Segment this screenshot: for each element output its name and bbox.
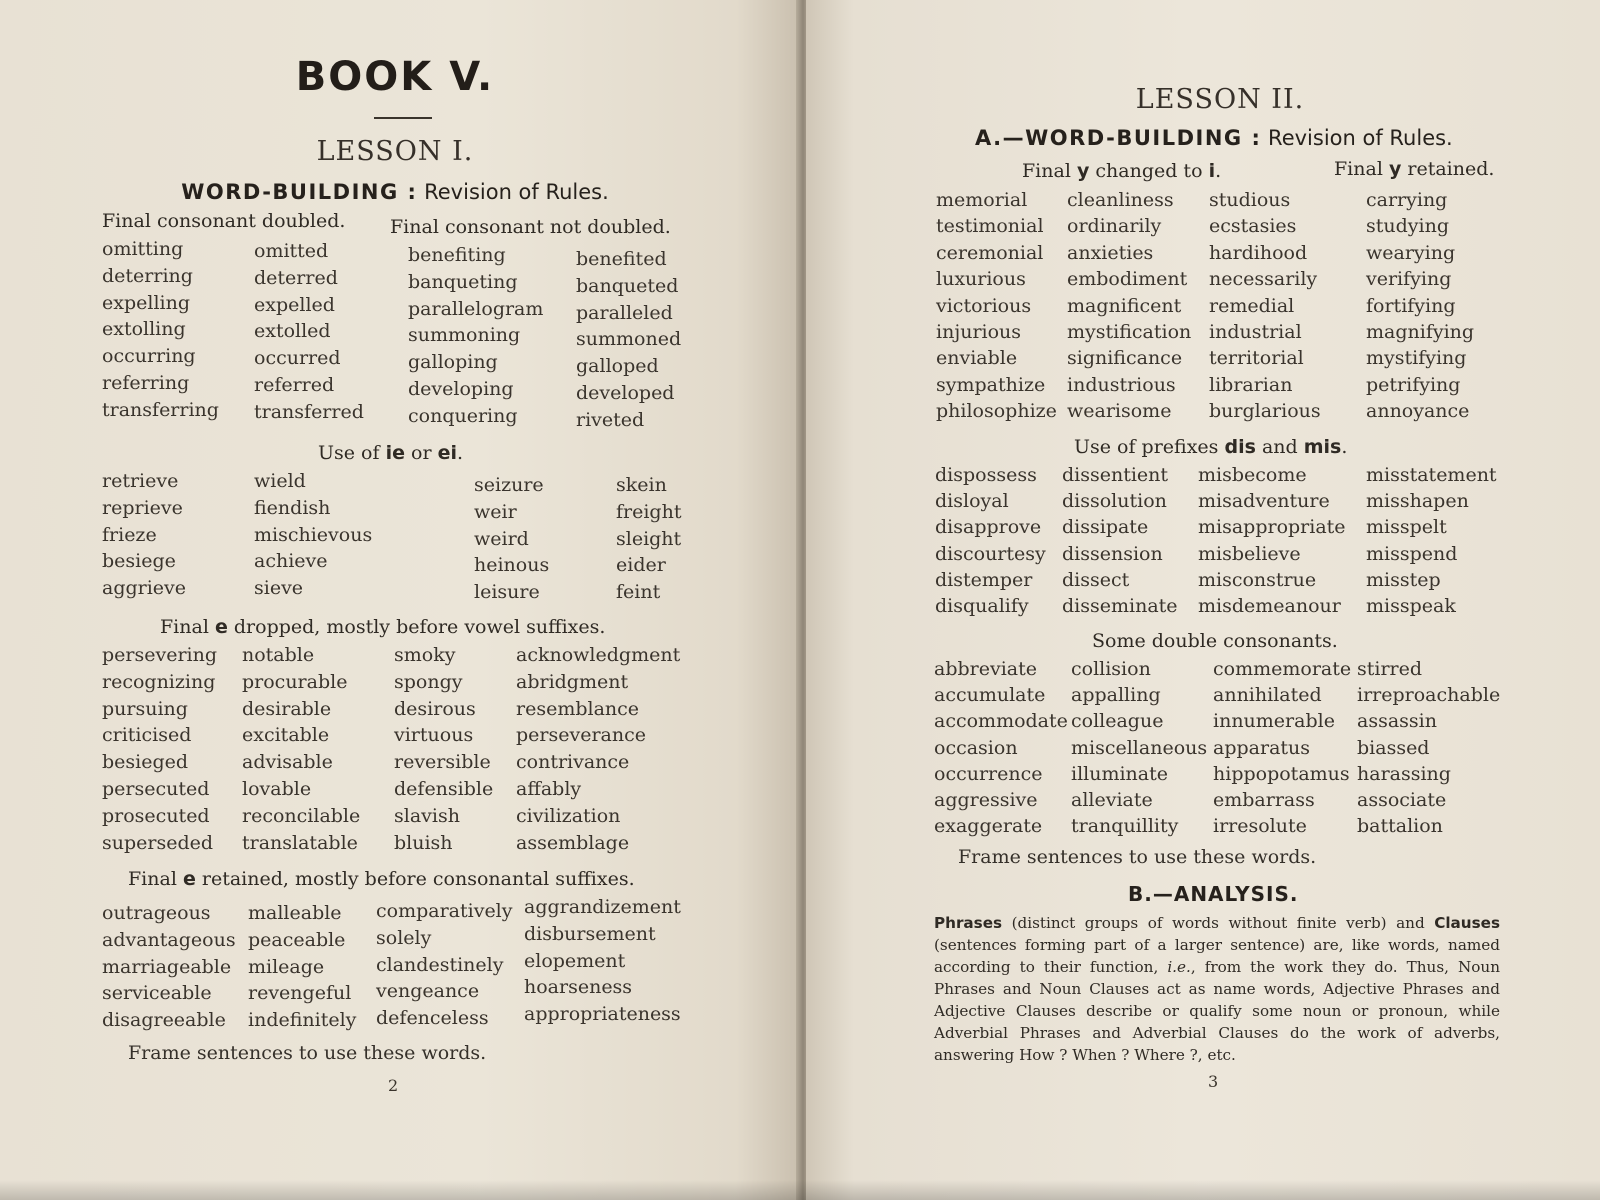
word: disqualify — [935, 595, 1029, 618]
heading-i: i — [1208, 160, 1216, 182]
word: extolled — [254, 320, 331, 343]
word: alleviate — [1071, 789, 1153, 812]
word: reconcilable — [242, 804, 361, 827]
word: referring — [102, 371, 190, 394]
word: dissentient — [1062, 464, 1169, 486]
word: discourtesy — [935, 542, 1046, 565]
word: superseded — [102, 831, 214, 854]
word: significance — [1067, 347, 1183, 370]
word: deterred — [254, 266, 338, 289]
section-a-title-bold: A.—WORD-BUILDING : — [975, 126, 1262, 150]
word: feint — [616, 581, 661, 604]
heading-double-consonants: Some double consonants. — [1092, 630, 1338, 652]
heading-text: and — [1255, 436, 1304, 458]
word: clandestinely — [376, 953, 504, 976]
lesson-2-title: LESSON II. — [1135, 84, 1305, 115]
heading-dis: dis — [1224, 436, 1256, 458]
word: associate — [1357, 789, 1447, 812]
double-col-1 — [934, 656, 1068, 839]
word: misappropriate — [1198, 516, 1346, 539]
word: skein — [616, 474, 667, 496]
word: occurring — [102, 345, 196, 368]
analysis-text-3: , from the work they do. Thus, Noun Phrases and Noun Clauses act as name words, Adjective Phrases and Adjective Clauses describe or qualify some noun or pronoun, while Adverbial Phrases and Adverbial Clauses do the work of adverbs, answering How ? When ? Where ?, etc. — [934, 958, 1500, 1064]
word: appropriateness — [524, 1003, 681, 1026]
word: acknowledgment — [516, 644, 681, 666]
word: advisable — [242, 751, 333, 774]
prefix-col-1 — [935, 462, 1046, 619]
word: procurable — [242, 670, 348, 693]
doubled-col-1 — [102, 236, 219, 424]
word: developed — [576, 381, 675, 404]
analysis-paragraph — [934, 912, 1500, 1066]
word: misspeak — [1366, 595, 1456, 618]
heading-ei: ei — [437, 442, 457, 464]
word: benefited — [576, 248, 667, 270]
word: eider — [616, 554, 666, 577]
word: memorial — [936, 189, 1028, 211]
word: desirable — [242, 697, 332, 720]
word: aggrieve — [102, 577, 187, 600]
y-col-3 — [1209, 187, 1321, 425]
heading-prefixes — [1074, 436, 1347, 458]
word: ordinarily — [1067, 215, 1162, 238]
word: notable — [242, 644, 315, 666]
double-col-3 — [1213, 656, 1351, 839]
word: weir — [474, 500, 517, 523]
word: galloped — [576, 355, 659, 378]
word: distemper — [935, 568, 1033, 591]
word: stirred — [1357, 658, 1423, 680]
word: petrifying — [1366, 373, 1461, 396]
word: hippopotamus — [1213, 762, 1350, 785]
y-col-2 — [1067, 187, 1191, 425]
word: territorial — [1209, 347, 1304, 370]
heading-text: Final — [160, 616, 215, 638]
word: pursuing — [102, 697, 188, 720]
e-retained-col-2 — [248, 900, 356, 1034]
doubled-col-2 — [254, 238, 364, 426]
word: remedial — [1209, 294, 1295, 317]
word: abbreviate — [934, 658, 1037, 680]
word: cleanliness — [1067, 189, 1174, 211]
prefix-col-2 — [1062, 462, 1178, 619]
frame-sentences-note: Frame sentences to use these words. — [128, 1042, 487, 1064]
word: desirous — [394, 697, 476, 720]
word: ecstasies — [1209, 215, 1297, 238]
word: lovable — [242, 777, 312, 800]
word: deterring — [102, 264, 193, 287]
word: resemblance — [516, 697, 640, 720]
word: misstep — [1366, 568, 1441, 591]
word: transferred — [254, 400, 364, 423]
word: battalion — [1357, 815, 1443, 838]
double-col-4 — [1357, 656, 1500, 839]
word: misstatement — [1366, 464, 1497, 486]
e-dropped-col-3 — [394, 642, 493, 856]
heading-ie-ei — [318, 442, 463, 464]
word: leisure — [474, 581, 540, 604]
word: achieve — [254, 550, 328, 573]
word: verifying — [1366, 268, 1452, 291]
word: marriageable — [102, 955, 232, 978]
word: excitable — [242, 724, 330, 747]
word: civilization — [516, 804, 621, 827]
word: malleable — [248, 902, 342, 924]
lesson-title: LESSON I. — [316, 136, 474, 167]
word: harassing — [1357, 762, 1451, 785]
e-dropped-col-4 — [516, 642, 680, 856]
word: anxieties — [1067, 241, 1154, 264]
word: miscellaneous — [1071, 736, 1208, 759]
word: tranquillity — [1071, 815, 1179, 838]
section-a-title — [975, 126, 1453, 150]
word: aggrandizement — [524, 896, 681, 918]
heading-e-dropped — [160, 616, 605, 638]
ie-ei-col-2 — [254, 468, 372, 602]
word: riveted — [576, 408, 645, 431]
word: studious — [1209, 189, 1291, 211]
heading-text: Use of prefixes — [1074, 436, 1225, 458]
heading-text: retained, mostly before consonantal suffixes. — [195, 868, 635, 890]
word: conquering — [408, 404, 518, 427]
word: disapprove — [935, 516, 1042, 539]
word: testimonial — [936, 215, 1044, 238]
word: transferring — [102, 398, 219, 421]
word: wearisome — [1067, 400, 1172, 423]
word: seizure — [474, 474, 544, 496]
heading-consonant-not-doubled: Final consonant not doubled. — [390, 216, 671, 238]
word: annihilated — [1213, 684, 1322, 707]
heading-ie: ie — [385, 442, 405, 464]
heading-mis: mis — [1303, 436, 1342, 458]
word: sympathize — [936, 373, 1046, 396]
word: defenceless — [376, 1007, 489, 1030]
heading-e: e — [214, 616, 228, 638]
word: wield — [254, 470, 306, 492]
word: disseminate — [1062, 595, 1178, 618]
e-retained-col-1 — [102, 900, 236, 1034]
word: irresolute — [1213, 815, 1307, 838]
word: reversible — [394, 751, 491, 774]
word: dissension — [1062, 542, 1163, 565]
word: accommodate — [934, 710, 1068, 733]
word: injurious — [936, 321, 1022, 344]
heading-text: or — [404, 442, 438, 464]
word: hoarseness — [524, 976, 633, 999]
word: assemblage — [516, 831, 630, 854]
heading-consonant-doubled: Final consonant doubled. — [102, 210, 346, 232]
not-doubled-col-4 — [576, 246, 681, 434]
section-a-title-rest: Revision of Rules. — [1261, 126, 1453, 150]
heading-text: changed to — [1089, 160, 1209, 182]
ie-ei-col-4 — [616, 472, 681, 606]
not-doubled-col-3 — [408, 242, 543, 430]
page-shadow — [0, 1180, 1600, 1200]
word: irreproachable — [1357, 684, 1501, 707]
word: wearying — [1366, 241, 1456, 264]
heading-text: Final — [128, 868, 183, 890]
word: heinous — [474, 554, 550, 577]
word: paralleled — [576, 301, 673, 324]
page-number-2: 3 — [1208, 1072, 1219, 1091]
e-dropped-col-2 — [242, 642, 360, 856]
heading-y-retained — [1334, 158, 1494, 180]
word: colleague — [1071, 710, 1164, 733]
heading-y: y — [1076, 160, 1090, 182]
word: dissipate — [1062, 516, 1149, 539]
word: mileage — [248, 955, 325, 978]
word: banqueted — [576, 274, 679, 297]
double-col-2 — [1071, 656, 1207, 839]
word: recognizing — [102, 670, 216, 693]
word: abridgment — [516, 670, 629, 693]
word: dissolution — [1062, 490, 1167, 513]
word: biassed — [1357, 736, 1430, 759]
word: perseverance — [516, 724, 646, 747]
heading-text: Final — [1022, 160, 1077, 182]
section-title — [0, 180, 790, 204]
word: disloyal — [935, 490, 1009, 513]
heading-text: Final — [1334, 158, 1389, 180]
word: commemorate — [1213, 658, 1352, 680]
word: luxurious — [936, 268, 1026, 291]
word: dispossess — [935, 464, 1037, 486]
word: burglarious — [1209, 400, 1321, 423]
word: weird — [474, 527, 529, 550]
word: victorious — [936, 294, 1032, 317]
word: virtuous — [394, 724, 474, 747]
word: philosophize — [936, 400, 1057, 423]
heading-text: . — [456, 442, 464, 464]
word: summoning — [408, 324, 521, 347]
word: misconstrue — [1198, 568, 1317, 591]
word: smoky — [394, 644, 456, 666]
word: omitting — [102, 238, 184, 260]
word: ceremonial — [936, 241, 1044, 264]
word: fortifying — [1366, 294, 1456, 317]
word: occurrence — [934, 762, 1043, 785]
word: librarian — [1209, 373, 1293, 396]
word: embarrass — [1213, 789, 1315, 812]
word: translatable — [242, 831, 358, 854]
heading-text: . — [1341, 436, 1348, 458]
word: disagreeable — [102, 1009, 226, 1032]
e-dropped-col-1 — [102, 642, 217, 856]
title-divider — [374, 117, 432, 119]
word: carrying — [1366, 189, 1448, 211]
word: necessarily — [1209, 268, 1318, 291]
word: enviable — [936, 347, 1018, 370]
word: illuminate — [1071, 762, 1169, 785]
word: fiendish — [254, 496, 331, 519]
word: occasion — [934, 736, 1018, 759]
word: embodiment — [1067, 268, 1188, 291]
phrases-term: Phrases — [934, 914, 1003, 932]
word: elopement — [524, 949, 626, 972]
word: slavish — [394, 804, 460, 827]
word: reprieve — [102, 496, 183, 519]
heading-y-changed — [1022, 160, 1221, 182]
e-retained-col-3 — [376, 898, 513, 1032]
word: advantageous — [102, 928, 236, 951]
clauses-term: Clauses — [1434, 914, 1500, 932]
word: galloping — [408, 351, 498, 374]
word: industrial — [1209, 321, 1302, 344]
word: vengeance — [376, 980, 480, 1003]
section-title-bold: WORD-BUILDING : — [181, 180, 418, 204]
word: dissect — [1062, 568, 1130, 591]
prefix-col-3 — [1198, 462, 1346, 619]
word: mystifying — [1366, 347, 1467, 370]
y-col-1 — [936, 187, 1057, 425]
word: spongy — [394, 670, 463, 693]
section-title-rest: Revision of Rules. — [417, 180, 609, 204]
word: hardihood — [1209, 241, 1308, 264]
word: extolling — [102, 318, 186, 341]
word: mystification — [1067, 321, 1192, 344]
word: peaceable — [248, 928, 346, 951]
heading-y: y — [1388, 158, 1402, 180]
word: misspelt — [1366, 516, 1447, 539]
word: sieve — [254, 577, 304, 600]
ie-ei-col-1 — [102, 468, 186, 602]
heading-e: e — [182, 868, 196, 890]
word: assassin — [1357, 710, 1437, 733]
word: banqueting — [408, 270, 518, 293]
word: expelling — [102, 291, 190, 314]
word: contrivance — [516, 751, 630, 774]
word: misbecome — [1198, 464, 1307, 486]
analysis-text-1: (distinct groups of words without finite verb) and — [1002, 914, 1435, 932]
word: comparatively — [376, 900, 513, 922]
word: appalling — [1071, 684, 1161, 707]
word: collision — [1071, 658, 1151, 680]
page-number: 2 — [388, 1076, 399, 1095]
word: misdemeanour — [1198, 595, 1341, 618]
analysis-text-2: (sentences forming part of a larger sentence) are, like words, named according to their function, — [934, 936, 1500, 976]
word: magnifying — [1366, 321, 1475, 344]
word: solely — [376, 926, 432, 949]
heading-text: retained. — [1401, 158, 1495, 180]
word: disbursement — [524, 922, 656, 945]
heading-text: . — [1215, 160, 1222, 182]
word: outrageous — [102, 902, 211, 924]
word: misshapen — [1366, 490, 1469, 513]
word: benefiting — [408, 244, 506, 266]
e-retained-col-4 — [524, 894, 681, 1028]
word: revengeful — [248, 982, 352, 1005]
word: freight — [616, 500, 682, 523]
word: developing — [408, 377, 514, 400]
word: studying — [1366, 215, 1449, 238]
analysis-heading: B.—ANALYSIS. — [1128, 882, 1299, 906]
word: industrious — [1067, 373, 1176, 396]
word: innumerable — [1213, 710, 1335, 733]
word: misbelieve — [1198, 542, 1301, 565]
word: summoned — [576, 328, 682, 351]
word: affably — [516, 777, 582, 800]
word: serviceable — [102, 982, 212, 1005]
heading-text: dropped, mostly before vowel suffixes. — [227, 616, 606, 638]
prefix-col-4 — [1366, 462, 1497, 619]
word: retrieve — [102, 470, 179, 492]
word: misadventure — [1198, 490, 1330, 513]
word: persecuted — [102, 777, 210, 800]
heading-text: Use of — [318, 442, 386, 464]
word: frieze — [102, 523, 157, 546]
word: referred — [254, 373, 335, 396]
word: omitted — [254, 240, 329, 262]
word: annoyance — [1366, 400, 1470, 423]
word: bluish — [394, 831, 453, 854]
word: accumulate — [934, 684, 1046, 707]
word: occurred — [254, 347, 341, 370]
word: exaggerate — [934, 815, 1043, 838]
word: sleight — [616, 527, 682, 550]
word: misspend — [1366, 542, 1458, 565]
word: expelled — [254, 293, 335, 316]
word: apparatus — [1213, 736, 1311, 759]
word: besiege — [102, 550, 176, 573]
word: persevering — [102, 644, 218, 666]
ie-abbreviation: i.e. — [1167, 958, 1191, 976]
frame-sentences-note-2: Frame sentences to use these words. — [958, 846, 1317, 868]
word: parallelogram — [408, 297, 544, 320]
word: mischievous — [254, 523, 373, 546]
word: besieged — [102, 751, 189, 774]
word: indefinitely — [248, 1009, 357, 1032]
word: defensible — [394, 777, 494, 800]
ie-ei-col-3 — [474, 472, 549, 606]
word: magnificent — [1067, 294, 1182, 317]
book-title: BOOK V. — [295, 54, 495, 100]
heading-e-retained — [128, 868, 635, 890]
word: aggressive — [934, 789, 1038, 812]
y-col-4 — [1366, 187, 1474, 425]
word: criticised — [102, 724, 192, 747]
word: prosecuted — [102, 804, 210, 827]
